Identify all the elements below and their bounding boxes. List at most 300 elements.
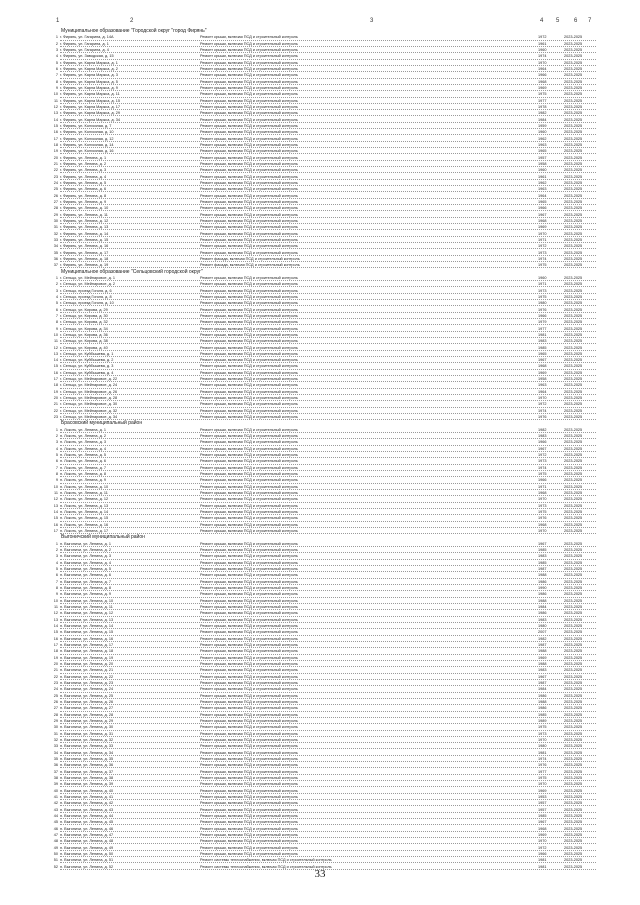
row-address: г. Фирянь, ул. Ленина, д. 14 [60,231,109,236]
row-build-year: 1984 [538,605,547,610]
row-build-year: 1972 [538,35,547,40]
row-work-type: Ремонт крыши, включая ПСД и строительный контроль [200,605,298,610]
row-number: 8 [55,586,58,591]
row-work-type: Ремонт крыши, включая ПСД и строительный контроль [200,73,298,78]
row-number: 7 [55,465,58,470]
row-period: 2023-2025 [564,617,583,622]
row-address: г. Сельцо, ул. Кирова, д. 29 [60,307,108,312]
row-work-type: Ремонт крыши, включая ПСД и строительный контроль [200,301,298,306]
col-header-4: 4 [540,18,544,24]
row-work-type: Ремонт крыши, включая ПСД и строительный контроль [200,472,298,477]
row-address: п. Локоть, ул. Ленина, д. 2 [60,434,107,439]
row-period: 2023-2025 [564,256,583,261]
row-work-type: Ремонт крыши, включая ПСД и строительный контроль [200,79,298,84]
row-address: п. Выгоничи, ул. Ленина, д. 11 [60,605,113,610]
row-build-year: 1969 [538,655,547,660]
row-build-year: 1988 [538,699,547,704]
row-period: 2023-2025 [564,643,583,647]
row-address: г. Фирянь, ул. Колхозная, д. 7 [60,123,112,128]
row-address: г. Фирянь, ул. Ленина, д. 12 [60,218,109,223]
row-number: 43 [53,807,58,812]
row-number: 15 [53,516,58,521]
row-number: 23 [53,174,58,179]
row-build-year: 1961 [538,174,547,179]
row-number: 18 [53,649,58,654]
row-number: 5 [55,453,58,458]
row-build-year: 1957 [538,807,547,812]
row-work-type: Ремонт крыши, включая ПСД и строительный контроль [200,794,298,799]
row-build-year: 1980 [538,301,547,306]
row-period: 2023-2025 [564,573,583,578]
row-build-year: 1977 [538,98,547,103]
row-address: г. Сельцо, ул. Мейпаровое, д. 32 [60,408,118,413]
row-address: г. Фирянь, ул. Колхозная, д. 12 [60,136,114,141]
row-work-type: Ремонт крыши, включая ПСД и строительный контроль [200,98,298,103]
row-build-year: 1974 [538,408,547,413]
row-work-type: Ремонт крыши, включая ПСД и строительный контроль [200,510,298,515]
row-build-year: 1968 [538,364,547,369]
row-work-type: Ремонт крыши, включая ПСД и строительный контроль [200,427,298,432]
row-period: 2023-2025 [564,522,583,527]
row-address: г. Сельцо, ул. Мейпаровое, д. 22 [60,377,118,382]
row-work-type: Ремонт крыши, включая ПСД и строительный контроль [200,111,298,116]
row-period: 2023-2025 [564,244,583,249]
row-build-year: 1988 [538,598,547,603]
row-address: п. Выгоничи, ул. Ленина, д. 12 [60,611,114,616]
row-period: 2023-2025 [564,60,583,65]
row-number: 49 [53,845,58,850]
row-number: 25 [53,693,58,698]
row-address: п. Выгоничи, ул. Ленина, д. 18 [60,649,114,654]
row-number: 1 [55,427,58,432]
row-number: 6 [55,573,58,578]
row-period: 2023-2025 [564,598,583,603]
row-number: 16 [53,130,58,135]
row-address: г. Фирянь, ул. Ленина, д. 18 [60,256,109,261]
col-header-6: 6 [574,18,578,24]
row-build-year: 1988 [538,573,547,578]
row-build-year: 1969 [538,370,547,375]
row-address: г. Фирянь, ул. Ленина, д. 13 [60,225,109,230]
row-work-type: Ремонт фасада, включая ПСД и строительный контроль [200,256,300,261]
row-period: 2023-2025 [564,592,583,597]
row-number: 13 [53,111,58,116]
row-address: п. Выгоничи, ул. Ленина, д. 15 [60,630,114,635]
row-address: г. Сельцо, ул. Кирова, д. 38 [60,339,108,344]
row-work-type: Ремонт крыши, включая ПСД и строительный контроль [200,706,298,711]
row-build-year: 1961 [538,41,547,46]
row-build-year: 1964 [538,389,547,394]
row-build-year: 1977 [538,769,547,774]
row-number: 2 [55,41,58,46]
row-build-year: 1985 [538,712,547,717]
row-work-type: Ремонт крыши, включая ПСД и строительный контроль [200,807,298,812]
row-work-type: Ремонт крыши, включая ПСД и строительный контроль [200,484,298,489]
row-period: 2023-2025 [564,769,583,774]
row-build-year: 1985 [538,345,547,350]
row-period: 2023-2025 [564,326,583,331]
row-address: п. Выгоничи, ул. Ленина, д. 25 [60,693,114,698]
row-build-year: 1975 [538,510,547,515]
row-period: 2023-2025 [564,529,583,534]
row-period: 2023-2025 [564,794,583,799]
row-address: п. Локоть, ул. Ленина, д. 5 [60,453,107,458]
row-work-type: Ремонт крыши, включая ПСД и строительный контроль [200,750,298,755]
col-header-5: 5 [556,18,560,24]
row-address: г. Сельцо, ул. Мейпаровое, д. 28 [60,396,118,401]
row-number: 4 [55,54,58,59]
row-address: п. Выгоничи, ул. Ленина, д. 26 [60,699,114,704]
row-period: 2023-2025 [564,237,583,242]
row-address: п. Выгоничи, ул. Ленина, д. 28 [60,712,114,717]
row-build-year: 1990 [538,586,547,591]
row-build-year: 1989 [538,718,547,723]
row-address: г. Сельцо, ул. Куйбышева, д. 4 [60,370,114,375]
row-period: 2023-2025 [564,510,583,515]
row-work-type: Ремонт крыши, включая ПСД и строительный контроль [200,434,298,439]
row-work-type: Ремонт крыши, включая ПСД и строительный контроль [200,244,298,249]
row-build-year: 1971 [538,237,547,242]
row-period: 2023-2025 [564,503,583,508]
row-work-type: Ремонт крыши, включая ПСД и строительный контроль [200,801,298,806]
row-address: п. Выгоничи, ул. Ленина, д. 46 [60,826,114,831]
row-address: г. Фирянь, ул. Карла Маркса, д. 2 [60,66,118,71]
row-work-type: Ремонт крыши, включая ПСД и строительный контроль [200,446,298,451]
row-address: п. Выгоничи, ул. Ленина, д. 42 [60,801,114,806]
row-period: 2023-2025 [564,427,583,432]
row-number: 20 [53,155,58,160]
row-build-year: 1970 [538,737,547,742]
row-build-year: 1973 [538,459,547,464]
row-address: п. Выгоничи, ул. Ленина, д. 32 [60,737,114,742]
row-period: 2023-2025 [564,123,583,128]
row-number: 33 [53,237,58,242]
row-address: п. Локоть, ул. Ленина, д. 12 [60,497,109,502]
row-number: 27 [53,199,58,204]
row-period: 2023-2025 [564,415,583,420]
row-address: г. Сельцо, ул. Кирова, д. 34 [60,326,108,331]
row-address: п. Выгоничи, ул. Ленина, д. 44 [60,813,114,818]
row-period: 2023-2025 [564,396,583,401]
row-build-year: 1972 [538,845,547,850]
row-period: 2023-2025 [564,446,583,451]
row-build-year: 1975 [538,725,547,730]
row-number: 7 [55,313,58,318]
row-work-type: Ремонт крыши, включая ПСД и строительный контроль [200,712,298,717]
row-work-type: Ремонт крыши, включая ПСД и строительный контроль [200,586,298,591]
row-address: п. Локоть, ул. Ленина, д. 3 [60,440,107,445]
row-address: п. Выгоничи, ул. Ленина, д. 20 [60,662,114,666]
row-build-year: 1983 [538,668,547,673]
row-address: п. Выгоничи, ул. Ленина, д. 23 [60,680,114,685]
row-address: п. Выгоничи, ул. Ленина, д. 14 [60,624,114,629]
row-period: 2023-2025 [564,98,583,103]
row-build-year: 1959 [538,123,547,128]
row-number: 34 [53,750,58,755]
row-build-year: 1963 [538,383,547,388]
row-build-year: 1963 [538,142,547,147]
row-number: 18 [53,383,58,388]
row-number: 8 [55,320,58,325]
row-number: 29 [53,212,58,217]
row-number: 30 [53,218,58,223]
row-number: 16 [53,522,58,527]
row-address: п. Выгоничи, ул. Ленина, д. 22 [60,674,114,679]
row-work-type: Ремонт крыши, включая ПСД и строительный контроль [200,725,298,730]
row-number: 3 [55,554,58,559]
row-build-year: 1970 [538,529,547,534]
row-work-type: Ремонт крыши, включая ПСД и строительный контроль [200,351,298,356]
row-work-type: Ремонт крыши, включая ПСД и строительный контроль [200,180,298,185]
row-number: 4 [55,560,58,565]
row-build-year: 1986 [538,611,547,616]
row-address: г. Фирянь, ул. Заводская, д. 15 [60,54,114,59]
row-work-type: Ремонт крыши, включая ПСД и строительный контроль [200,699,298,704]
row-work-type: Ремонт крыши, включая ПСД и строительный контроль [200,212,298,217]
row-period: 2023-2025 [564,548,583,553]
row-period: 2023-2025 [564,782,583,787]
row-number: 3 [55,288,58,293]
row-address: г. Фирянь, ул. Гагарина, д. 14А [60,35,114,40]
row-address: п. Локоть, ул. Ленина, д. 9 [60,478,107,483]
row-build-year: 1970 [538,782,547,787]
row-number: 28 [53,712,58,717]
row-period: 2023-2025 [564,725,583,730]
row-work-type: Ремонт крыши, включая ПСД и строительный контроль [200,624,298,629]
row-number: 7 [55,73,58,78]
row-build-year: 1985 [538,548,547,553]
row-number: 24 [53,180,58,185]
row-period: 2023-2025 [564,858,583,863]
row-work-type: Ремонт крыши, включая ПСД и строительный контроль [200,275,298,280]
row-work-type: Ремонт крыши, включая ПСД и строительный контроль [200,250,298,255]
row-build-year: 1981 [538,332,547,337]
row-address: п. Выгоничи, ул. Ленина, д. 8 [60,586,111,591]
row-period: 2023-2025 [564,636,583,641]
row-period: 2023-2025 [564,377,583,382]
row-period: 2023-2025 [564,73,583,78]
row-work-type: Ремонт крыши, включая ПСД и строительный контроль [200,465,298,470]
row-address: п. Локоть, ул. Ленина, д. 1 [60,427,107,432]
row-work-type: Ремонт крыши, включая ПСД и строительный контроль [200,662,298,666]
row-address: п. Выгоничи, ул. Ленина, д. 49 [60,845,114,850]
row-work-type: Ремонт крыши, включая ПСД и строительный контроль [200,193,298,198]
row-build-year: 1969 [538,788,547,793]
row-build-year: 1987 [538,643,547,647]
row-number: 15 [53,123,58,128]
row-number: 17 [53,643,58,647]
row-address: п. Выгоничи, ул. Ленина, д. 29 [60,718,114,723]
row-period: 2023-2025 [564,79,583,84]
row-period: 2023-2025 [564,484,583,489]
row-address: п. Локоть, ул. Ленина, д. 10 [60,484,109,489]
row-address: п. Выгоничи, ул. Ленина, д. 43 [60,807,114,812]
row-period: 2023-2025 [564,554,583,559]
row-number: 1 [55,541,58,546]
row-number: 36 [53,256,58,261]
row-period: 2023-2025 [564,731,583,736]
row-address: г. Сельцо, ул. Мейпаровое, д. 26 [60,389,118,394]
row-build-year: 1957 [538,801,547,806]
row-number: 35 [53,250,58,255]
row-address: г. Фирянь, ул. Карла Маркса, д. 11 [60,92,120,97]
row-build-year: 1962 [538,136,547,141]
row-number: 36 [53,763,58,768]
row-build-year: 1966 [538,206,547,211]
row-number: 50 [53,851,58,856]
row-work-type: Ремонт фасада, включая ПСД и строительный контроль [200,263,300,268]
row-build-year: 1970 [538,497,547,502]
row-number: 35 [53,756,58,761]
row-address: п. Выгоничи, ул. Ленина, д. 30 [60,725,114,730]
row-build-year: 1967 [538,674,547,679]
row-period: 2023-2025 [564,136,583,141]
row-number: 6 [55,66,58,71]
row-period: 2023-2025 [564,491,583,496]
row-address: п. Выгоничи, ул. Ленина, д. 52 [60,864,114,869]
row-work-type: Ремонт крыши, включая ПСД и строительный контроль [200,389,298,394]
row-work-type: Ремонт крыши, включая ПСД и строительный контроль [200,832,298,837]
row-work-type: Ремонт крыши, включая ПСД и строительный контроль [200,35,298,40]
row-number: 14 [53,358,58,363]
row-address: п. Локоть, ул. Ленина, д. 17 [60,529,109,534]
row-work-type: Ремонт крыши, включая ПСД и строительный контроль [200,408,298,413]
row-number: 52 [53,864,58,869]
row-number: 13 [53,617,58,622]
row-work-type: Ремонт крыши, включая ПСД и строительный контроль [200,54,298,59]
row-number: 26 [53,699,58,704]
row-period: 2023-2025 [564,465,583,470]
row-period: 2023-2025 [564,358,583,363]
row-build-year: 1984 [538,117,547,122]
row-work-type: Ремонт крыши, включая ПСД и строительный контроль [200,332,298,337]
row-address: п. Выгоничи, ул. Ленина, д. 47 [60,832,114,837]
row-period: 2023-2025 [564,168,583,173]
row-number: 32 [53,231,58,236]
row-period: 2023-2025 [564,301,583,306]
row-period: 2023-2025 [564,763,583,768]
row-address: г. Фирянь, ул. Колхозная, д. 14 [60,142,114,147]
row-address: г. Сельцо, ул. Куйбышева, д. 2 [60,358,114,363]
row-work-type: Ремонт крыши, включая ПСД и строительный контроль [200,788,298,793]
row-build-year: 1957 [538,155,547,160]
row-number: 14 [53,624,58,629]
row-address: п. Выгоничи, ул. Ленина, д. 51 [60,858,114,863]
row-number: 40 [53,788,58,793]
row-period: 2023-2025 [564,294,583,299]
row-work-type: Ремонт крыши, включая ПСД и строительный контроль [200,60,298,65]
row-period: 2023-2025 [564,275,583,280]
row-build-year: 1967 [538,358,547,363]
row-build-year: 1970 [538,396,547,401]
row-address: п. Выгоничи, ул. Ленина, д. 9 [60,592,111,597]
row-work-type: Ремонт крыши, включая ПСД и строительный контроль [200,611,298,616]
row-period: 2023-2025 [564,630,583,635]
row-address: п. Выгоничи, ул. Ленина, д. 2 [60,548,111,553]
row-build-year: 1970 [538,839,547,844]
row-work-type: Ремонт крыши, включая ПСД и строительный контроль [200,687,298,692]
row-work-type: Ремонт крыши, включая ПСД и строительный контроль [200,845,298,850]
row-number: 19 [53,655,58,660]
row-build-year: 1976 [538,763,547,768]
row-work-type: Ремонт крыши, включая ПСД и строительный контроль [200,769,298,774]
row-build-year: 1979 [538,320,547,325]
row-number: 21 [53,161,58,166]
row-work-type: Ремонт крыши, включая ПСД и строительный контроль [200,813,298,818]
row-address: п. Выгоничи, ул. Ленина, д. 6 [60,573,111,578]
row-number: 4 [55,446,58,451]
row-work-type: Ремонт крыши, включая ПСД и строительный контроль [200,674,298,679]
row-work-type: Ремонт крыши, включая ПСД и строительный контроль [200,737,298,742]
row-number: 15 [53,364,58,369]
row-address: п. Выгоничи, ул. Ленина, д. 5 [60,567,111,572]
row-work-type: Ремонт крыши, включая ПСД и строительный контроль [200,136,298,141]
row-period: 2023-2025 [564,706,583,711]
row-number: 21 [53,402,58,407]
row-period: 2023-2025 [564,155,583,160]
row-number: 15 [53,630,58,635]
row-address: г. Фирянь, ул. Колхозная, д. 16 [60,149,114,154]
row-build-year: 1986 [538,693,547,698]
row-period: 2023-2025 [564,611,583,616]
row-number: 19 [53,389,58,394]
row-work-type: Ремонт крыши, включая ПСД и строительный контроль [200,756,298,761]
row-address: г. Фирянь, ул. Карла Маркса, д. 29 [60,111,120,116]
row-address: г. Фирянь, ул. Колхозная, д. 10 [60,130,114,135]
row-address: п. Выгоничи, ул. Ленина, д. 37 [60,769,114,774]
row-number: 9 [55,326,58,331]
row-number: 8 [55,472,58,477]
row-work-type: Ремонт крыши, включая ПСД и строительный контроль [200,231,298,236]
row-build-year: 1986 [538,706,547,711]
row-number: 23 [53,415,58,420]
row-number: 28 [53,206,58,211]
row-period: 2023-2025 [564,313,583,318]
row-period: 2023-2025 [564,560,583,565]
row-address: г. Фирянь, ул. Ленина, д. 19 [60,263,109,268]
row-period: 2023-2025 [564,744,583,749]
row-period: 2023-2025 [564,826,583,831]
row-number: 41 [53,794,58,799]
row-work-type: Ремонт крыши, включая ПСД и строительный контроль [200,370,298,375]
row-work-type: Ремонт системы теплоснабжения, включая ПСД и строительный контроль [200,858,332,863]
row-address: п. Локоть, ул. Ленина, д. 13 [60,503,109,508]
row-period: 2023-2025 [564,453,583,458]
row-work-type: Ремонт крыши, включая ПСД и строительный контроль [200,541,298,546]
row-number: 5 [55,567,58,572]
row-work-type: Ремонт крыши, включая ПСД и строительный контроль [200,123,298,128]
row-number: 31 [53,225,58,230]
row-work-type: Ремонт крыши, включая ПСД и строительный контроль [200,643,298,647]
row-work-type: Ремонт крыши, включая ПСД и строительный контроль [200,206,298,211]
row-build-year: 1981 [538,750,547,755]
row-period: 2023-2025 [564,737,583,742]
row-work-type: Ремонт крыши, включая ПСД и строительный контроль [200,47,298,52]
row-address: г. Фирянь, ул. Ленина, д. 4 [60,174,107,179]
row-address: п. Локоть, ул. Ленина, д. 6 [60,459,107,464]
row-address: п. Выгоничи, ул. Ленина, д. 41 [60,794,114,799]
row-number: 32 [53,737,58,742]
row-address: п. Выгоничи, ул. Ленина, д. 33 [60,744,114,749]
row-build-year: 1976 [538,415,547,420]
row-period: 2023-2025 [564,47,583,52]
row-period: 2023-2025 [564,687,583,692]
row-work-type: Ремонт крыши, включая ПСД и строительный контроль [200,294,298,299]
row-work-type: Ремонт крыши, включая ПСД и строительный контроль [200,155,298,160]
row-build-year: 1971 [538,282,547,287]
row-period: 2023-2025 [564,788,583,793]
row-build-year: 2007 [538,630,547,635]
